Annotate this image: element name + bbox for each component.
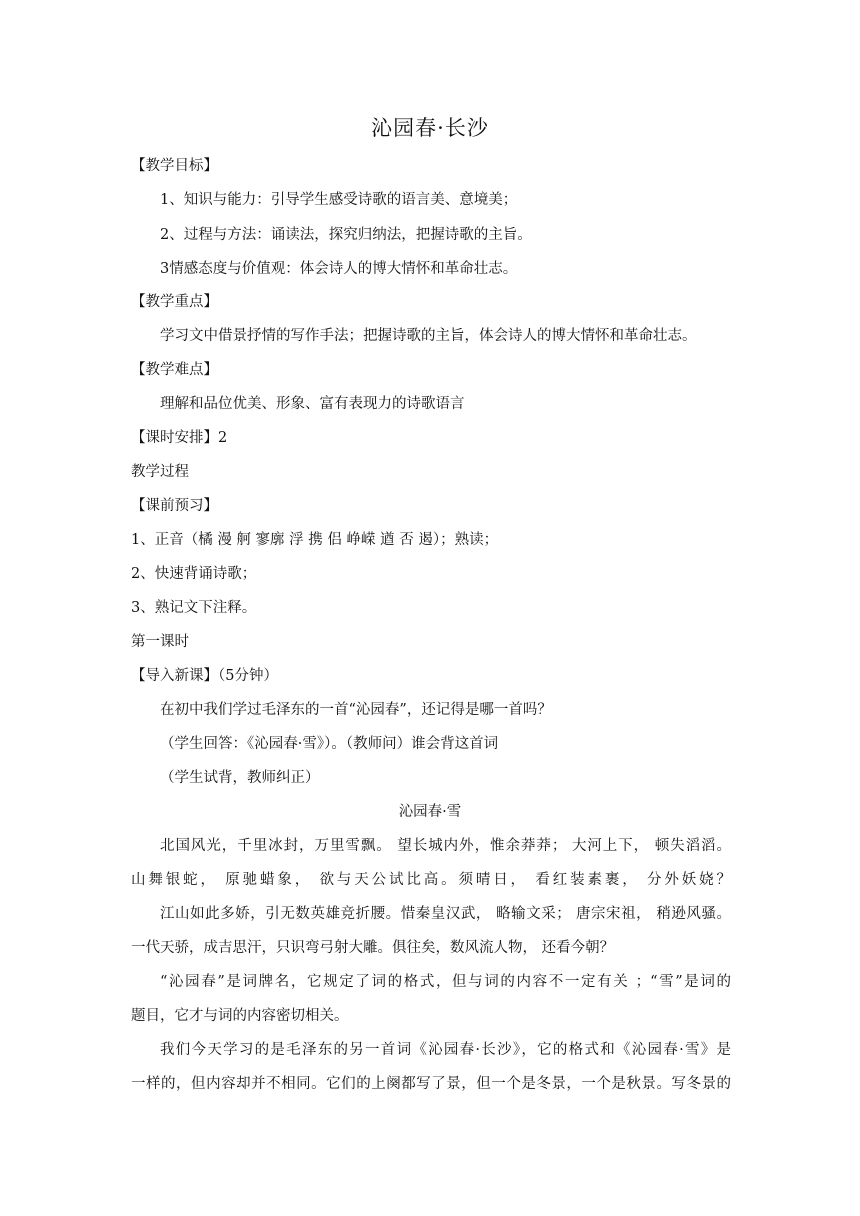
heading-class-schedule: 【课时安排】2 <box>131 430 228 446</box>
preview-item-notes: 3、熟记文下注释。 <box>131 600 257 616</box>
heading-intro: 【导入新课】（5分钟） <box>131 668 278 684</box>
paragraph-today-1: 我们今天学习的是毛泽东的另一首词《沁园春·长沙》，它的格式和《沁园春·雪》是 <box>160 1042 731 1058</box>
teaching-process-label: 教学过程 <box>131 464 189 480</box>
preview-item-recite: 2、快速背诵诗歌； <box>131 566 257 582</box>
heading-difficulties: 【教学难点】 <box>131 362 218 378</box>
poem-line-3: 江山如此多娇，引无数英雄竞折腰。惜秦皇汉武， 略输文采； 唐宗宋祖， 稍逊风骚。 <box>160 906 731 922</box>
paragraph-cipai-1: “沁园春”是词牌名，它规定了词的格式，但与词的内容不一定有关 ；“雪”是词的 <box>160 974 731 990</box>
goal-item-process: 2、过程与方法：诵读法，探究归纳法，把握诗歌的主旨。 <box>160 227 532 243</box>
goal-item-knowledge: 1、知识与能力：引导学生感受诗歌的语言美、意境美； <box>160 192 518 208</box>
preview-item-pronunciation: 1、正音（橘 漫 舸 寥廓 浮 携 侣 峥嵘 遒 否 遏）；熟读； <box>131 532 499 548</box>
poem-line-2: 山舞银蛇， 原驰蜡象， 欲与天公试比高。须晴日， 看红装素裹， 分外妖娆？ <box>131 872 731 888</box>
poem-line-4: 一代天骄，成吉思汗，只识弯弓射大雕。俱往矣，数风流人物， 还看今朝？ <box>131 940 615 956</box>
poem-line-1: 北国风光，千里冰封，万里雪飘。 望长城内外，惟余莽莽； 大河上下， 顿失滔滔。 <box>160 838 731 854</box>
poem-title: 沁园春·雪 <box>398 804 462 820</box>
difficulties-text: 理解和品位优美、形象、富有表现力的诗歌语言 <box>160 396 465 412</box>
paragraph-today-2: 一样的，但内容却并不相同。它们的上阕都写了景，但一个是冬景，一个是秋景。写冬景的 <box>131 1076 731 1092</box>
key-points-text: 学习文中借景抒情的写作手法；把握诗歌的主旨，体会诗人的博大情怀和革命壮志。 <box>160 328 697 344</box>
intro-recite-note: （学生试背，教师纠正） <box>160 770 320 786</box>
heading-teaching-goals: 【教学目标】 <box>131 158 218 174</box>
intro-answer: （学生回答：《沁园春·雪》）。（教师问）谁会背这首词 <box>160 736 499 752</box>
paragraph-cipai-2: 题目，它才与词的内容密切相关。 <box>131 1008 349 1024</box>
intro-question: 在初中我们学过毛泽东的一首“沁园春”，还记得是哪一首吗？ <box>160 702 552 718</box>
document-title: 沁园春·长沙 <box>371 116 489 140</box>
first-lesson-label: 第一课时 <box>131 634 189 650</box>
heading-preview: 【课前预习】 <box>131 498 218 514</box>
heading-key-points: 【教学重点】 <box>131 294 218 310</box>
goal-item-emotion: 3情感态度与价值观：体会诗人的博大情怀和革命壮志。 <box>160 261 518 277</box>
